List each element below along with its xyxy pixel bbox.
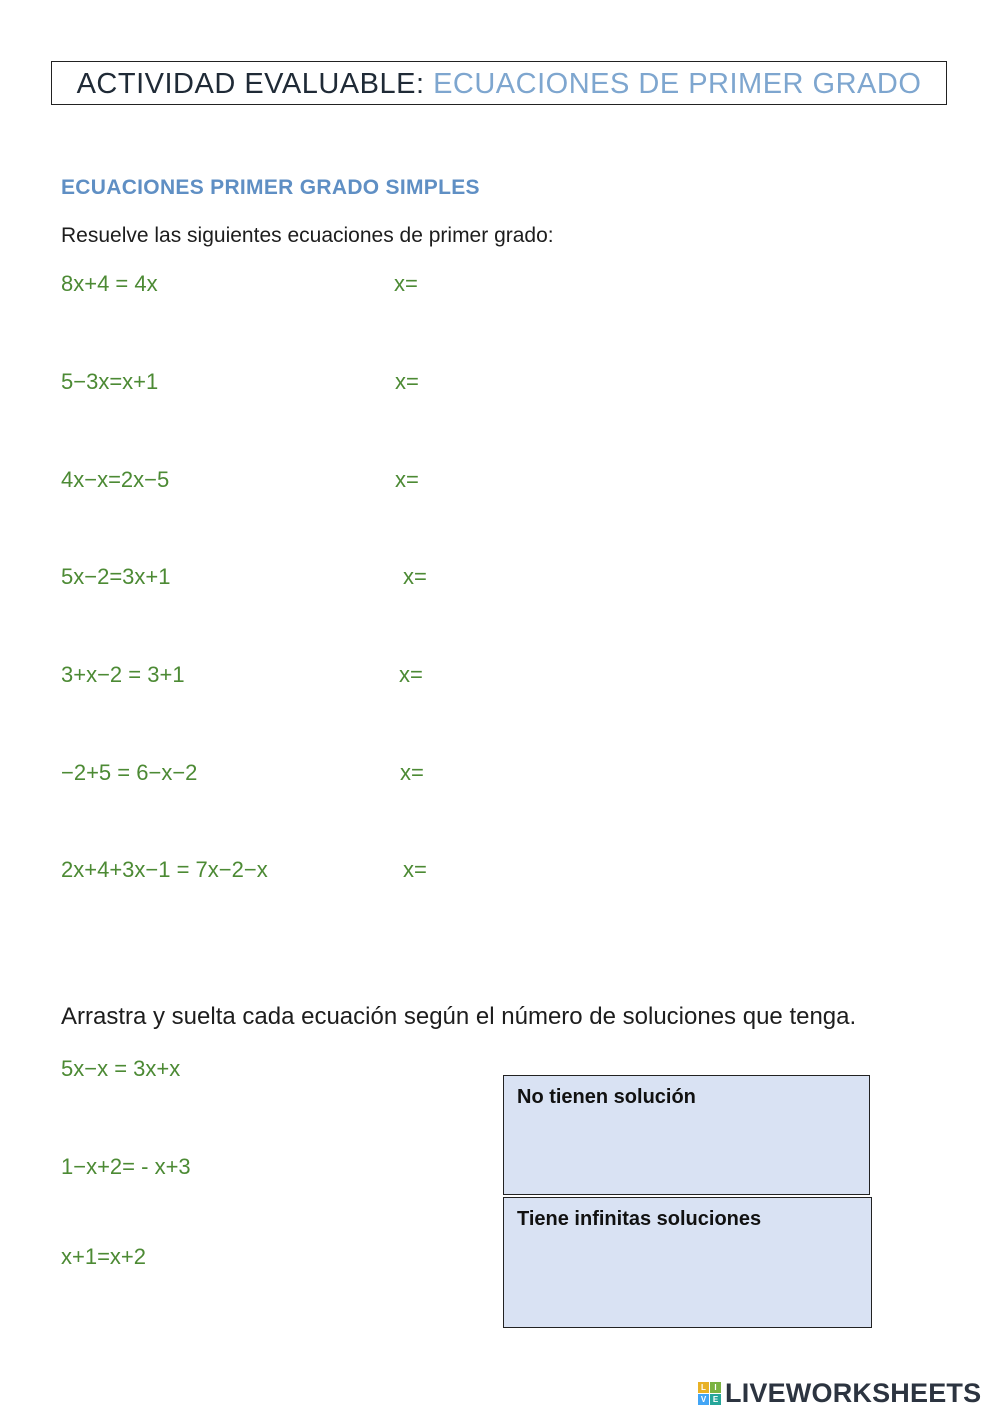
answer-field-4[interactable]: x= [403,564,427,589]
equation-1: 8x+4 = 4x [61,271,158,296]
drop-zone-no-solution[interactable] [503,1075,870,1195]
drop-zone-infinite-solutions[interactable] [503,1197,872,1328]
equation-7: 2x+4+3x−1 = 7x−2−x [61,857,268,882]
logo-letter: V [698,1394,709,1405]
equation-4: 5x−2=3x+1 [61,564,171,589]
liveworksheets-brand [698,1378,981,1408]
drag-instruction: Arrastra y suelta cada ecuación según el número de soluciones que tenga. [61,1003,857,1030]
worksheet-title [51,61,947,105]
equation-3: 4x−x=2x−5 [61,467,170,492]
logo-letter: L [698,1382,709,1393]
answer-field-6[interactable]: x= [400,760,424,785]
instruction-text: Resuelve las siguientes ecuaciones de primer grado: [61,224,554,247]
answer-field-5[interactable]: x= [399,662,423,687]
answer-field-2[interactable]: x= [395,369,419,394]
equation-2: 5−3x=x+1 [61,369,159,394]
logo-letter: I [710,1382,721,1393]
draggable-equation-3[interactable]: x+1=x+2 [61,1244,147,1269]
brand-name: LIVEWORKSHEETS [725,1377,982,1408]
equation-5: 3+x−2 = 3+1 [61,662,185,687]
answer-field-7[interactable]: x= [403,857,427,882]
answer-field-1[interactable]: x= [394,271,418,296]
draggable-equation-1[interactable]: 5x−x = 3x+x [61,1056,181,1081]
draggable-equation-2[interactable]: 1−x+2= - x+3 [61,1154,191,1179]
section-heading: ECUACIONES PRIMER GRADO SIMPLES [61,176,480,199]
logo-letter: E [710,1394,721,1405]
drop-zone-label: Tiene infinitas soluciones [517,1208,762,1230]
drop-zone-label: No tienen solución [517,1086,696,1108]
liveworksheets-logo-icon [698,1382,721,1405]
equation-6: −2+5 = 6−x−2 [61,760,198,785]
answer-field-3[interactable]: x= [395,467,419,492]
title-prefix: ACTIVIDAD EVALUABLE: [76,68,434,100]
title-highlight: ECUACIONES DE PRIMER GRADO [433,68,922,100]
